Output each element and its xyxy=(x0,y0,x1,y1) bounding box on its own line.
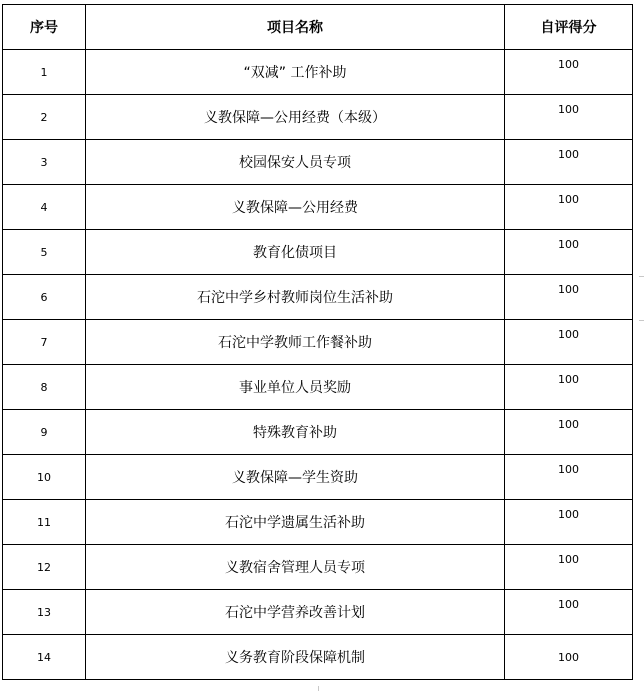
table-header xyxy=(3,5,633,50)
self-evaluation-table xyxy=(2,4,633,680)
table-row xyxy=(3,545,633,590)
project-name: 义教保障—公用经费 xyxy=(86,185,505,230)
row-number: 2 xyxy=(3,95,86,140)
table-row xyxy=(3,140,633,185)
score-value: 100 xyxy=(505,275,633,320)
score-value: 100 xyxy=(505,590,633,635)
project-name: 特殊教育补助 xyxy=(86,410,505,455)
row-number: 11 xyxy=(3,500,86,545)
table-row xyxy=(3,320,633,365)
table-body xyxy=(3,50,633,680)
header-row xyxy=(3,5,633,50)
table-row xyxy=(3,275,633,320)
row-number: 7 xyxy=(3,320,86,365)
row-number: 6 xyxy=(3,275,86,320)
score-value: 100 xyxy=(505,140,633,185)
score-value: 100 xyxy=(505,185,633,230)
score-value: 100 xyxy=(505,365,633,410)
score-value: 100 xyxy=(505,50,633,95)
score-value: 100 xyxy=(505,545,633,590)
project-name: 石沱中学营养改善计划 xyxy=(86,590,505,635)
table-row xyxy=(3,230,633,275)
score-value: 100 xyxy=(505,500,633,545)
project-name: 石沱中学乡村教师岗位生活补助 xyxy=(86,275,505,320)
project-name: 义务教育阶段保障机制 xyxy=(86,635,505,680)
header-score: 自评得分 xyxy=(505,5,633,50)
row-number: 1 xyxy=(3,50,86,95)
table-row xyxy=(3,365,633,410)
table-row xyxy=(3,635,633,680)
table-row xyxy=(3,455,633,500)
row-number: 5 xyxy=(3,230,86,275)
score-value: 100 xyxy=(505,455,633,500)
row-number: 4 xyxy=(3,185,86,230)
table-row xyxy=(3,95,633,140)
page-edge-mark xyxy=(639,276,644,277)
score-value: 100 xyxy=(505,635,633,680)
project-name: 石沱中学教师工作餐补助 xyxy=(86,320,505,365)
table-row xyxy=(3,50,633,95)
project-name: 义教保障—学生资助 xyxy=(86,455,505,500)
row-number: 14 xyxy=(3,635,86,680)
table-row xyxy=(3,410,633,455)
header-name: 项目名称 xyxy=(86,5,505,50)
project-name: “双减” 工作补助 xyxy=(86,50,505,95)
score-value: 100 xyxy=(505,410,633,455)
score-value: 100 xyxy=(505,230,633,275)
project-name: 校园保安人员专项 xyxy=(86,140,505,185)
table-row xyxy=(3,500,633,545)
row-number: 10 xyxy=(3,455,86,500)
project-name: 义教宿舍管理人员专项 xyxy=(86,545,505,590)
document-sheet xyxy=(2,4,633,680)
project-name: 石沱中学遗属生活补助 xyxy=(86,500,505,545)
row-number: 8 xyxy=(3,365,86,410)
project-name: 义教保障—公用经费（本级） xyxy=(86,95,505,140)
row-number: 12 xyxy=(3,545,86,590)
score-value: 100 xyxy=(505,95,633,140)
project-name: 事业单位人员奖励 xyxy=(86,365,505,410)
header-no: 序号 xyxy=(3,5,86,50)
page-edge-mark xyxy=(639,320,644,321)
table-row xyxy=(3,185,633,230)
row-number: 9 xyxy=(3,410,86,455)
row-number: 3 xyxy=(3,140,86,185)
table-row xyxy=(3,590,633,635)
project-name: 教育化债项目 xyxy=(86,230,505,275)
page-edge-mark xyxy=(318,686,319,691)
row-number: 13 xyxy=(3,590,86,635)
score-value: 100 xyxy=(505,320,633,365)
